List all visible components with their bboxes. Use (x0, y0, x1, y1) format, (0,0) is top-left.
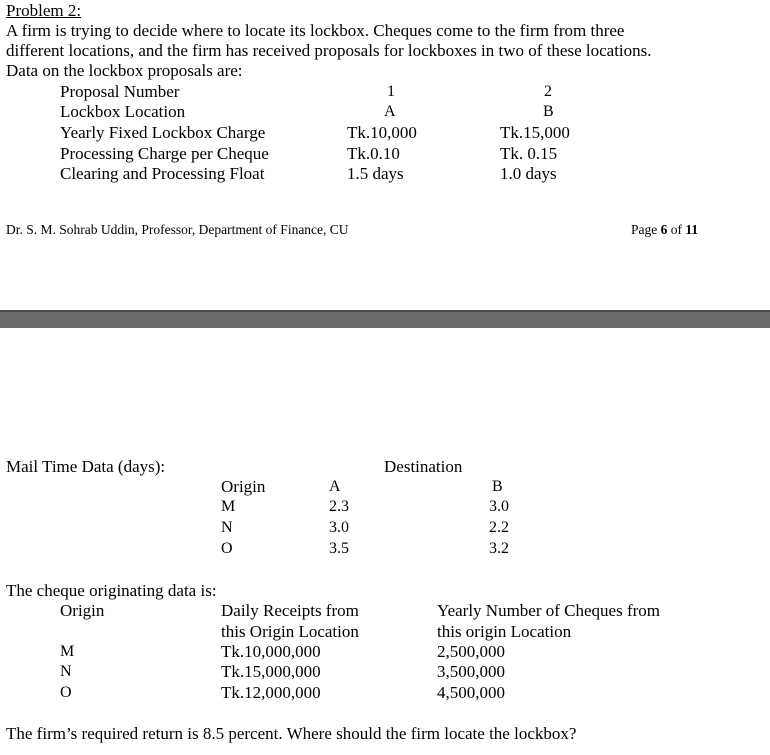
proposal-label: Processing Charge per Cheque (60, 144, 269, 163)
proposal-value-2: B (543, 103, 554, 120)
yearly-cheques: 4,500,000 (437, 683, 505, 702)
mail-origin: M (221, 498, 236, 515)
mail-time-b: 3.2 (489, 540, 509, 557)
count-header-line-1: Yearly Number of Cheques from (437, 601, 661, 620)
cheque-origin: M (60, 643, 75, 660)
proposal-value-1: Tk.10,000 (347, 123, 417, 142)
proposal-value-1: Tk.0.10 (347, 144, 400, 163)
problem-line-1: A firm is trying to decide where to locate its lockbox. Cheques come to the firm from three (6, 21, 625, 40)
document-page-7 (0, 328, 770, 755)
mail-origin: N (221, 519, 233, 536)
column-b-header: B (492, 478, 503, 495)
receipts-header-line-1: Daily Receipts from (221, 601, 359, 620)
cheque-origin: O (60, 684, 72, 701)
origin-header: Origin (221, 477, 266, 496)
problem-line-2: different locations, and the firm has received proposals for lockboxes in two of these locations. (6, 41, 652, 60)
proposal-label: Proposal Number (60, 82, 180, 101)
count-header-line-2: this origin Location (437, 622, 572, 641)
problem-line-3: Data on the lockbox proposals are: (6, 61, 243, 80)
proposal-value-1: 1 (387, 83, 395, 100)
problem-heading: Problem 2: (6, 1, 82, 20)
proposal-value-2: Tk. 0.15 (500, 144, 558, 163)
column-a-header: A (329, 478, 341, 495)
mail-time-a: 2.3 (329, 498, 349, 515)
receipts-header-line-2: this Origin Location (221, 622, 359, 641)
mail-time-a: 3.0 (329, 519, 349, 536)
daily-receipts: Tk.10,000,000 (221, 642, 321, 661)
mail-origin: O (221, 540, 233, 557)
question-text: The firm’s required return is 8.5 percent. Where should the firm locate the lockbox? (6, 724, 577, 743)
proposal-label: Clearing and Processing Float (60, 164, 265, 183)
proposal-value-2: Tk.15,000 (500, 123, 570, 142)
mail-time-b: 2.2 (489, 519, 509, 536)
cheque-data-title: The cheque originating data is: (6, 581, 217, 600)
proposal-value-2: 1.0 days (500, 164, 557, 183)
proposal-label: Yearly Fixed Lockbox Charge (60, 123, 266, 142)
page-number: Page 6 of 11 (631, 222, 699, 237)
proposal-value-1: A (384, 103, 396, 120)
yearly-cheques: 2,500,000 (437, 642, 505, 661)
destination-label: Destination (384, 457, 463, 476)
page-separator (0, 310, 770, 330)
proposal-value-2: 2 (544, 83, 552, 100)
cheque-origin-header: Origin (60, 601, 105, 620)
proposal-label: Lockbox Location (60, 102, 186, 121)
proposal-value-1: 1.5 days (347, 164, 404, 183)
yearly-cheques: 3,500,000 (437, 662, 505, 681)
document-page-6 (0, 0, 770, 310)
daily-receipts: Tk.12,000,000 (221, 683, 321, 702)
mail-time-a: 3.5 (329, 540, 349, 557)
footer-author: Dr. S. M. Sohrab Uddin, Professor, Department of Finance, CU (6, 222, 349, 237)
cheque-origin: N (60, 663, 72, 680)
mail-time-title: Mail Time Data (days): (6, 457, 166, 476)
mail-time-b: 3.0 (489, 498, 509, 515)
daily-receipts: Tk.15,000,000 (221, 662, 321, 681)
